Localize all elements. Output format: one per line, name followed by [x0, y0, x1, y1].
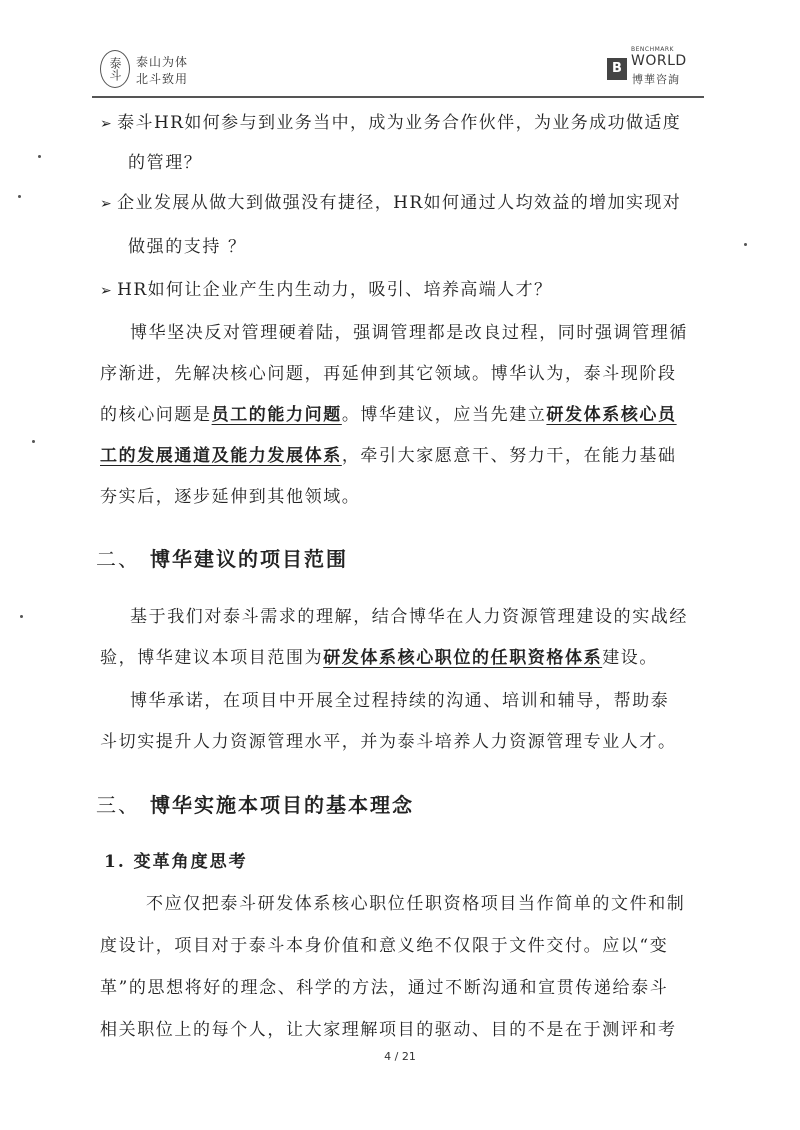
- page-number: 4 / 21: [384, 1050, 416, 1063]
- paragraph-line: 序渐进，先解决核心问题，再延伸到其它领域。博华认为，泰斗现阶段: [100, 364, 677, 384]
- paragraph-line: 相关职位上的每个人，让大家理解项目的驱动、目的不是在于测评和考: [100, 1020, 677, 1040]
- paragraph-line: 基于我们对泰斗需求的理解，结合博华在人力资源管理建设的实战经: [130, 607, 688, 627]
- brand-cn-text: 博華咨詢: [632, 73, 680, 86]
- paragraph-line: 的核心问题是员工的能力问题。博华建议，应当先建立研发体系核心员: [100, 405, 677, 425]
- bullet-item: ➢ 企业发展从做大到做强没有捷径，HR如何通过人均效益的增加实现对: [100, 193, 682, 213]
- paragraph-line: 度设计，项目对于泰斗本身价值和意义绝不仅限于文件交付。应以“变: [100, 936, 669, 956]
- bullet-continuation: 的管理？: [128, 153, 203, 173]
- bullet-continuation: 做强的支持 ？: [128, 237, 247, 257]
- scan-speck: [18, 195, 21, 198]
- scan-speck: [20, 615, 23, 618]
- emphasis-text: 研发体系核心员: [546, 405, 677, 425]
- scan-speck: [32, 440, 35, 443]
- emphasis-text: 研发体系核心职位的任职资格体系: [323, 648, 603, 668]
- page-header: [92, 44, 702, 96]
- brand-small-text: BENCHMARK: [631, 46, 674, 53]
- scan-speck: [38, 155, 41, 158]
- paragraph-line: 夯实后，逐步延伸到其他领域。: [100, 487, 361, 507]
- benchmark-world-logo: [607, 44, 702, 90]
- emphasis-text: 工的发展通道及能力发展体系: [100, 446, 342, 466]
- paragraph-line: 验，博华建议本项目范围为研发体系核心职位的任职资格体系建设。: [100, 648, 659, 668]
- paragraph-line: 斗切实提升人力资源管理水平，并为泰斗培养人力资源管理专业人才。: [100, 732, 677, 752]
- arrow-bullet-icon: ➢: [100, 283, 114, 299]
- logo-slogan-1: 泰山为体: [136, 55, 189, 69]
- paragraph-line: 不应仅把泰斗研发体系核心职位任职资格项目当作简单的文件和制: [146, 894, 686, 914]
- bullet-item: ➢ HR如何让企业产生内生动力，吸引、培养高端人才？: [100, 280, 553, 300]
- arrow-bullet-icon: ➢: [100, 196, 114, 212]
- scan-speck: [744, 243, 747, 246]
- paragraph-line: 工的发展通道及能力发展体系，牵引大家愿意干、努力干，在能力基础: [100, 446, 677, 466]
- arrow-bullet-icon: ➢: [100, 116, 114, 132]
- section-heading: 二、 博华建议的项目范围: [96, 547, 348, 571]
- header-divider: [92, 96, 704, 98]
- paragraph-line: 革”的思想将好的理念、科学的方法，通过不断沟通和宣贯传递给泰斗: [100, 978, 669, 998]
- brand-box-icon: B: [607, 58, 627, 80]
- paragraph-line: 博华承诺，在项目中开展全过程持续的沟通、培训和辅导，帮助泰: [130, 691, 670, 711]
- paragraph-line: 博华坚决反对管理硬着陆，强调管理都是改良过程，同时强调管理循: [130, 323, 688, 343]
- emphasis-text: 员工的能力问题: [211, 405, 342, 425]
- section-heading: 三、 博华实施本项目的基本理念: [96, 793, 414, 817]
- logo-slogan-2: 北斗致用: [136, 72, 189, 86]
- taidou-logo: [92, 46, 202, 90]
- bullet-item: ➢ 泰斗HR如何参与到业务当中，成为业务合作伙伴，为业务成功做适度: [100, 113, 682, 133]
- seal-icon: 泰斗: [100, 50, 130, 88]
- brand-world-text: WORLD: [631, 53, 687, 69]
- subsection-heading: 1. 变革角度思考: [104, 852, 248, 872]
